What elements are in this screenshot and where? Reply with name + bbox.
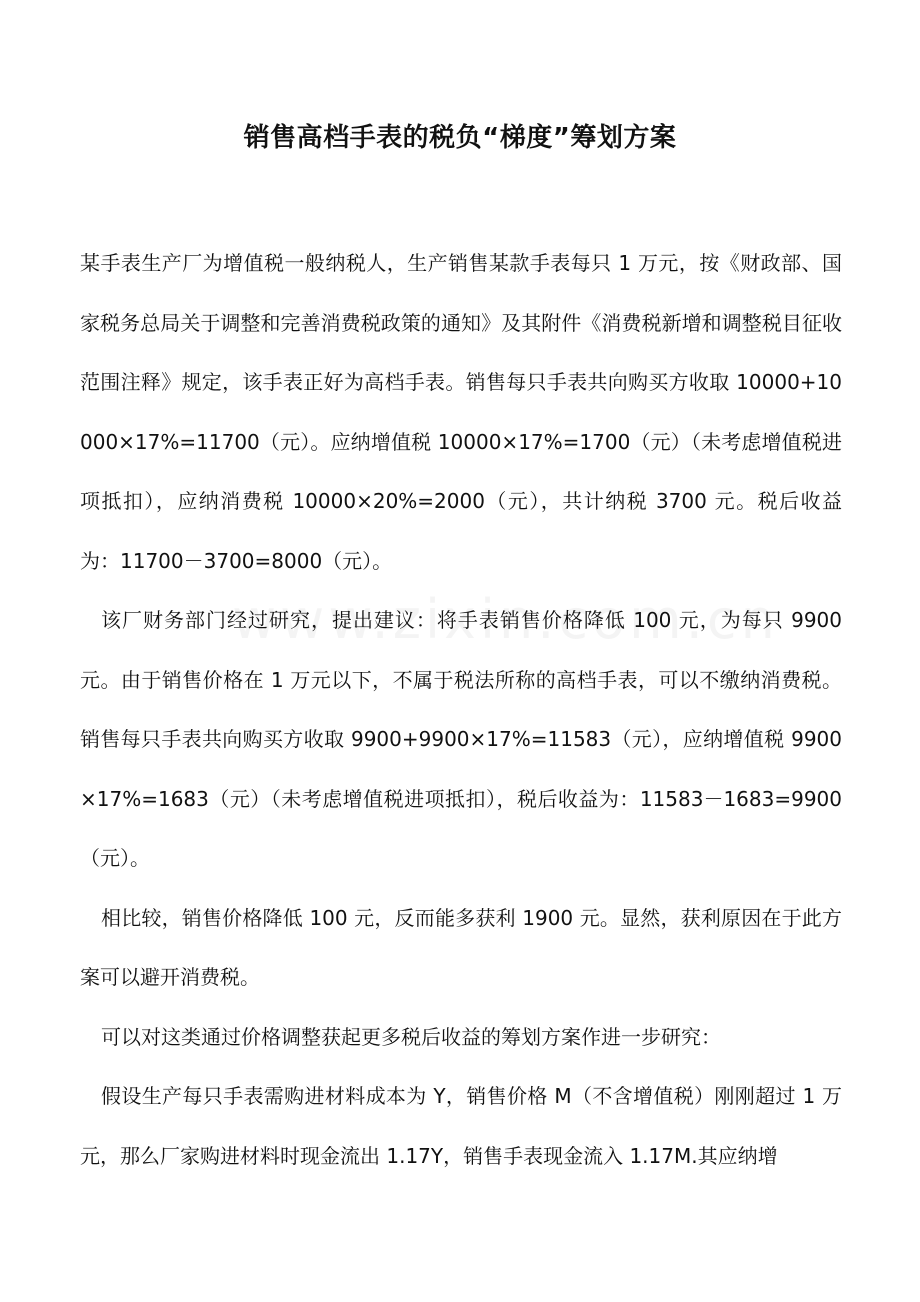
paragraph-3: 相比较，销售价格降低 100 元，反而能多获利 1900 元。显然，获利原因在于此方案可以避开消费税。 (80, 905, 842, 989)
paragraph-5: 假设生产每只手表需购进材料成本为 Y，销售价格 M（不含增值税）刚刚超过 1 万元，那么厂家购进材料时现金流出 1.17Y，销售手表现金流入 1.17M.其应纳增 (80, 1084, 842, 1168)
paragraph-4: 可以对这类通过价格调整获起更多税后收益的筹划方案作进一步研究： (101, 1024, 721, 1049)
document-body (80, 234, 842, 1186)
paragraph-2: 该厂财务部门经过研究，提出建议：将手表销售价格降低 100 元，为每只 9900 元。由于销售价格在 1 万元以下，不属于税法所称的高档手表，可以不缴纳消费税。销售每只手表共向购买方收取 9900+9900×17%=11583（元），应纳增值税 9900×17%=1683（元）（未考虑增值税进项抵扣），税后收益为：11583－1683=9900（元）。 (80, 608, 842, 870)
document-title: 销售高档手表的税负“梯度”筹划方案 (243, 123, 677, 153)
paragraph-1: 某手表生产厂为增值税一般纳税人，生产销售某款手表每只 1 万元，按《财政部、国家税务总局关于调整和完善消费税政策的通知》及其附件《消费税新增和调整税目征收范围注释》规定，该手表正好为高档手表。销售每只手表共向购买方收取 10000+10000×17%=11700（元）。应纳增值税 10000×17%=1700（元）（未考虑增值税进项抵扣），应纳消费税 10000×20%=2000（元），共计纳税 3700 元。税后收益为：11700－3700=8000（元）。 (80, 251, 842, 573)
